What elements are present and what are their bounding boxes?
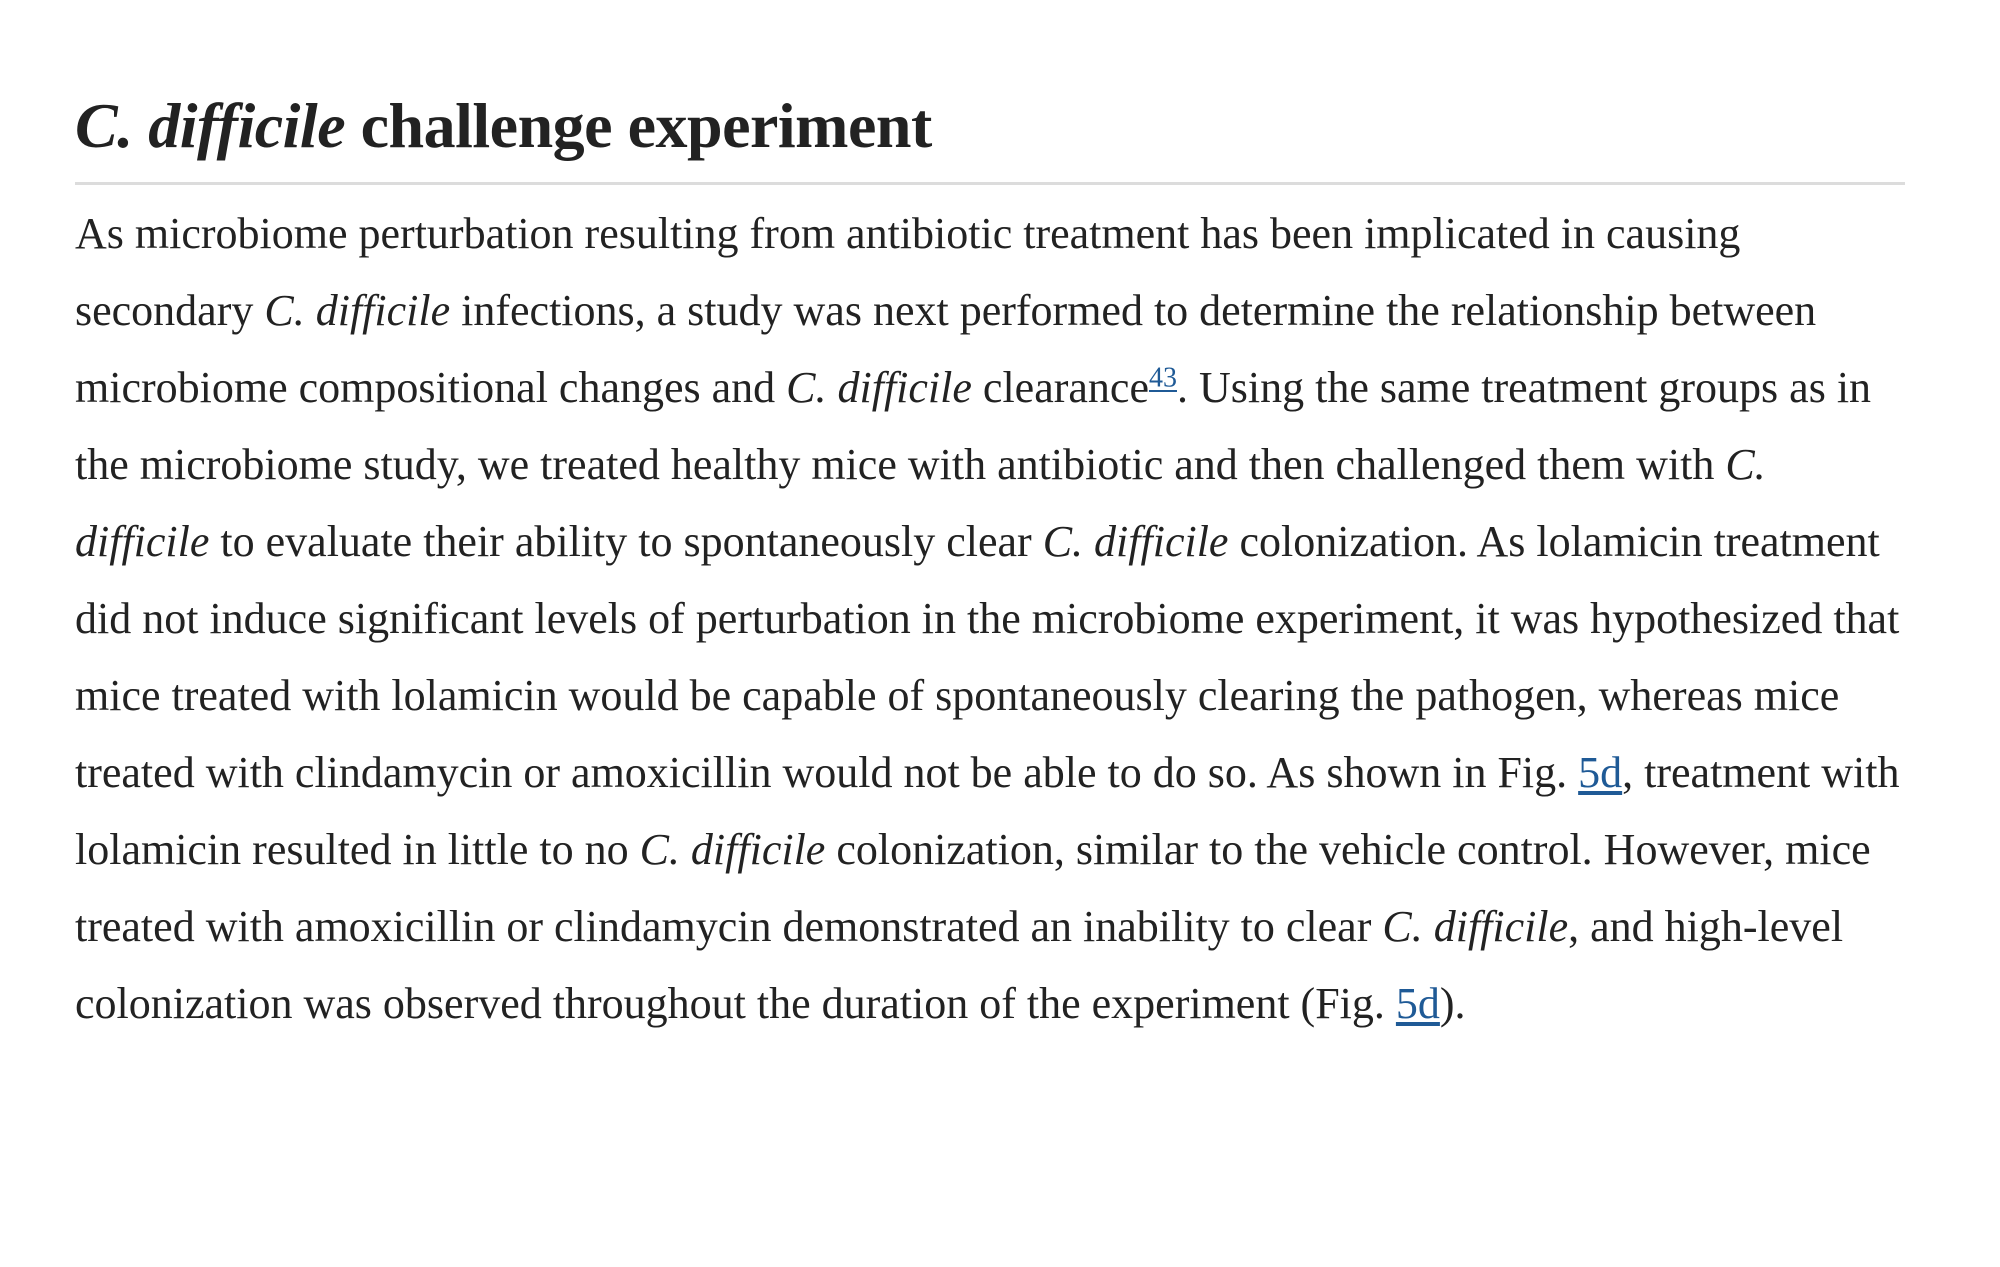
section-title-organism: C. difficile bbox=[75, 90, 346, 161]
organism-name: C. difficile bbox=[1042, 517, 1229, 566]
organism-name: C. difficile bbox=[639, 825, 826, 874]
paragraph-text: infections, a study was next performed to determine the relationship between microbiome compositional changes and bbox=[75, 286, 1817, 412]
organism-name: C. difficile bbox=[75, 440, 1766, 566]
paragraph-text: to evaluate their ability to spontaneously clear bbox=[209, 517, 1043, 566]
figure-link-5d[interactable]: 5d bbox=[1578, 748, 1623, 797]
section-title-text: challenge experiment bbox=[345, 90, 932, 161]
organism-name: C. difficile bbox=[1382, 902, 1569, 951]
paragraph-text: , treatment with lolamicin resulted in little to no bbox=[75, 748, 1900, 874]
article-section bbox=[75, 88, 1905, 1042]
paragraph-text: colonization. As lolamicin treatment did not induce significant levels of perturbation in the microbiome experiment, it was hypothesized that mice treated with lolamicin would be capable of spontaneously clearing the pathogen, whereas mice treated with clindamycin or amoxicillin would not be able to do so. As shown in Fig. bbox=[75, 517, 1900, 797]
organism-name: C. difficile bbox=[786, 363, 972, 412]
paragraph-text: As microbiome perturbation resulting from antibiotic treatment has been implicated in causing secondary bbox=[75, 209, 1741, 335]
section-title bbox=[75, 88, 1905, 164]
paragraph-text: , and high-level colonization was observed throughout the duration of the experiment (Fig. bbox=[75, 902, 1844, 1028]
section-paragraph bbox=[75, 195, 1905, 1042]
paragraph-text: clearance bbox=[971, 363, 1149, 412]
paragraph-text: ). bbox=[1439, 979, 1466, 1028]
organism-name: C. difficile bbox=[264, 286, 451, 335]
reference-link-43[interactable]: 43 bbox=[1148, 362, 1177, 394]
paragraph-text: colonization, similar to the vehicle control. However, mice treated with amoxicillin or clindamycin demonstrated an inability to clear bbox=[75, 825, 1871, 951]
paragraph-text: . Using the same treatment groups as in the microbiome study, we treated healthy mice with antibiotic and then challenged them with bbox=[75, 363, 1872, 489]
figure-link-5d[interactable]: 5d bbox=[1395, 979, 1440, 1028]
section-divider bbox=[75, 182, 1905, 185]
